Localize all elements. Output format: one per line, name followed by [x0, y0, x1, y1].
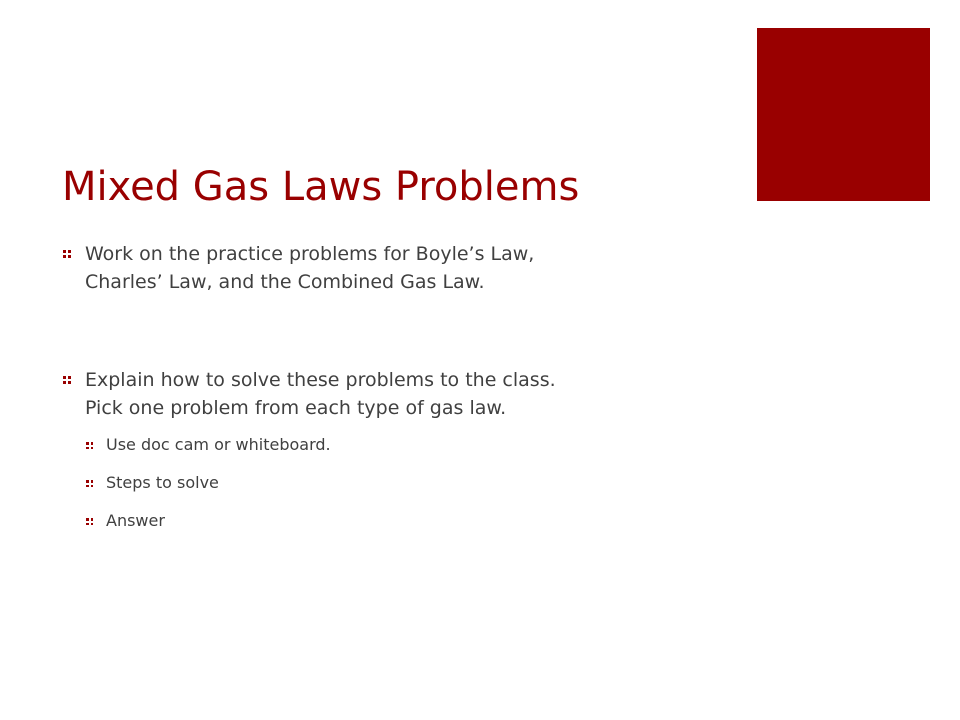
square-bullet-icon: [86, 480, 93, 487]
bullet-item: [62, 240, 762, 296]
sub-bullet-text: Steps to solve: [106, 473, 219, 492]
sub-bullet-list: [85, 434, 762, 532]
bullet-item: [62, 366, 762, 532]
bullet-text-line: Charles’ Law, and the Combined Gas Law.: [85, 271, 485, 293]
sub-bullet-text: Use doc cam or whiteboard.: [106, 435, 331, 454]
slide-title: Mixed Gas Laws Problems: [62, 164, 580, 210]
square-bullet-icon: [63, 376, 71, 384]
sub-bullet-text: Answer: [106, 511, 165, 530]
square-bullet-icon: [86, 518, 93, 525]
bullet-text-line: Explain how to solve these problems to the class.: [85, 369, 556, 391]
sub-bullet-item: [85, 434, 762, 456]
square-bullet-icon: [63, 250, 71, 258]
sub-bullet-item: [85, 510, 762, 532]
square-bullet-icon: [86, 442, 93, 449]
sub-bullet-item: [85, 472, 762, 494]
bullet-text-line: Pick one problem from each type of gas law.: [85, 397, 507, 419]
bullet-text-line: Work on the practice problems for Boyle’s Law,: [85, 243, 535, 265]
bullet-list: [62, 240, 762, 548]
accent-block: [757, 28, 930, 201]
